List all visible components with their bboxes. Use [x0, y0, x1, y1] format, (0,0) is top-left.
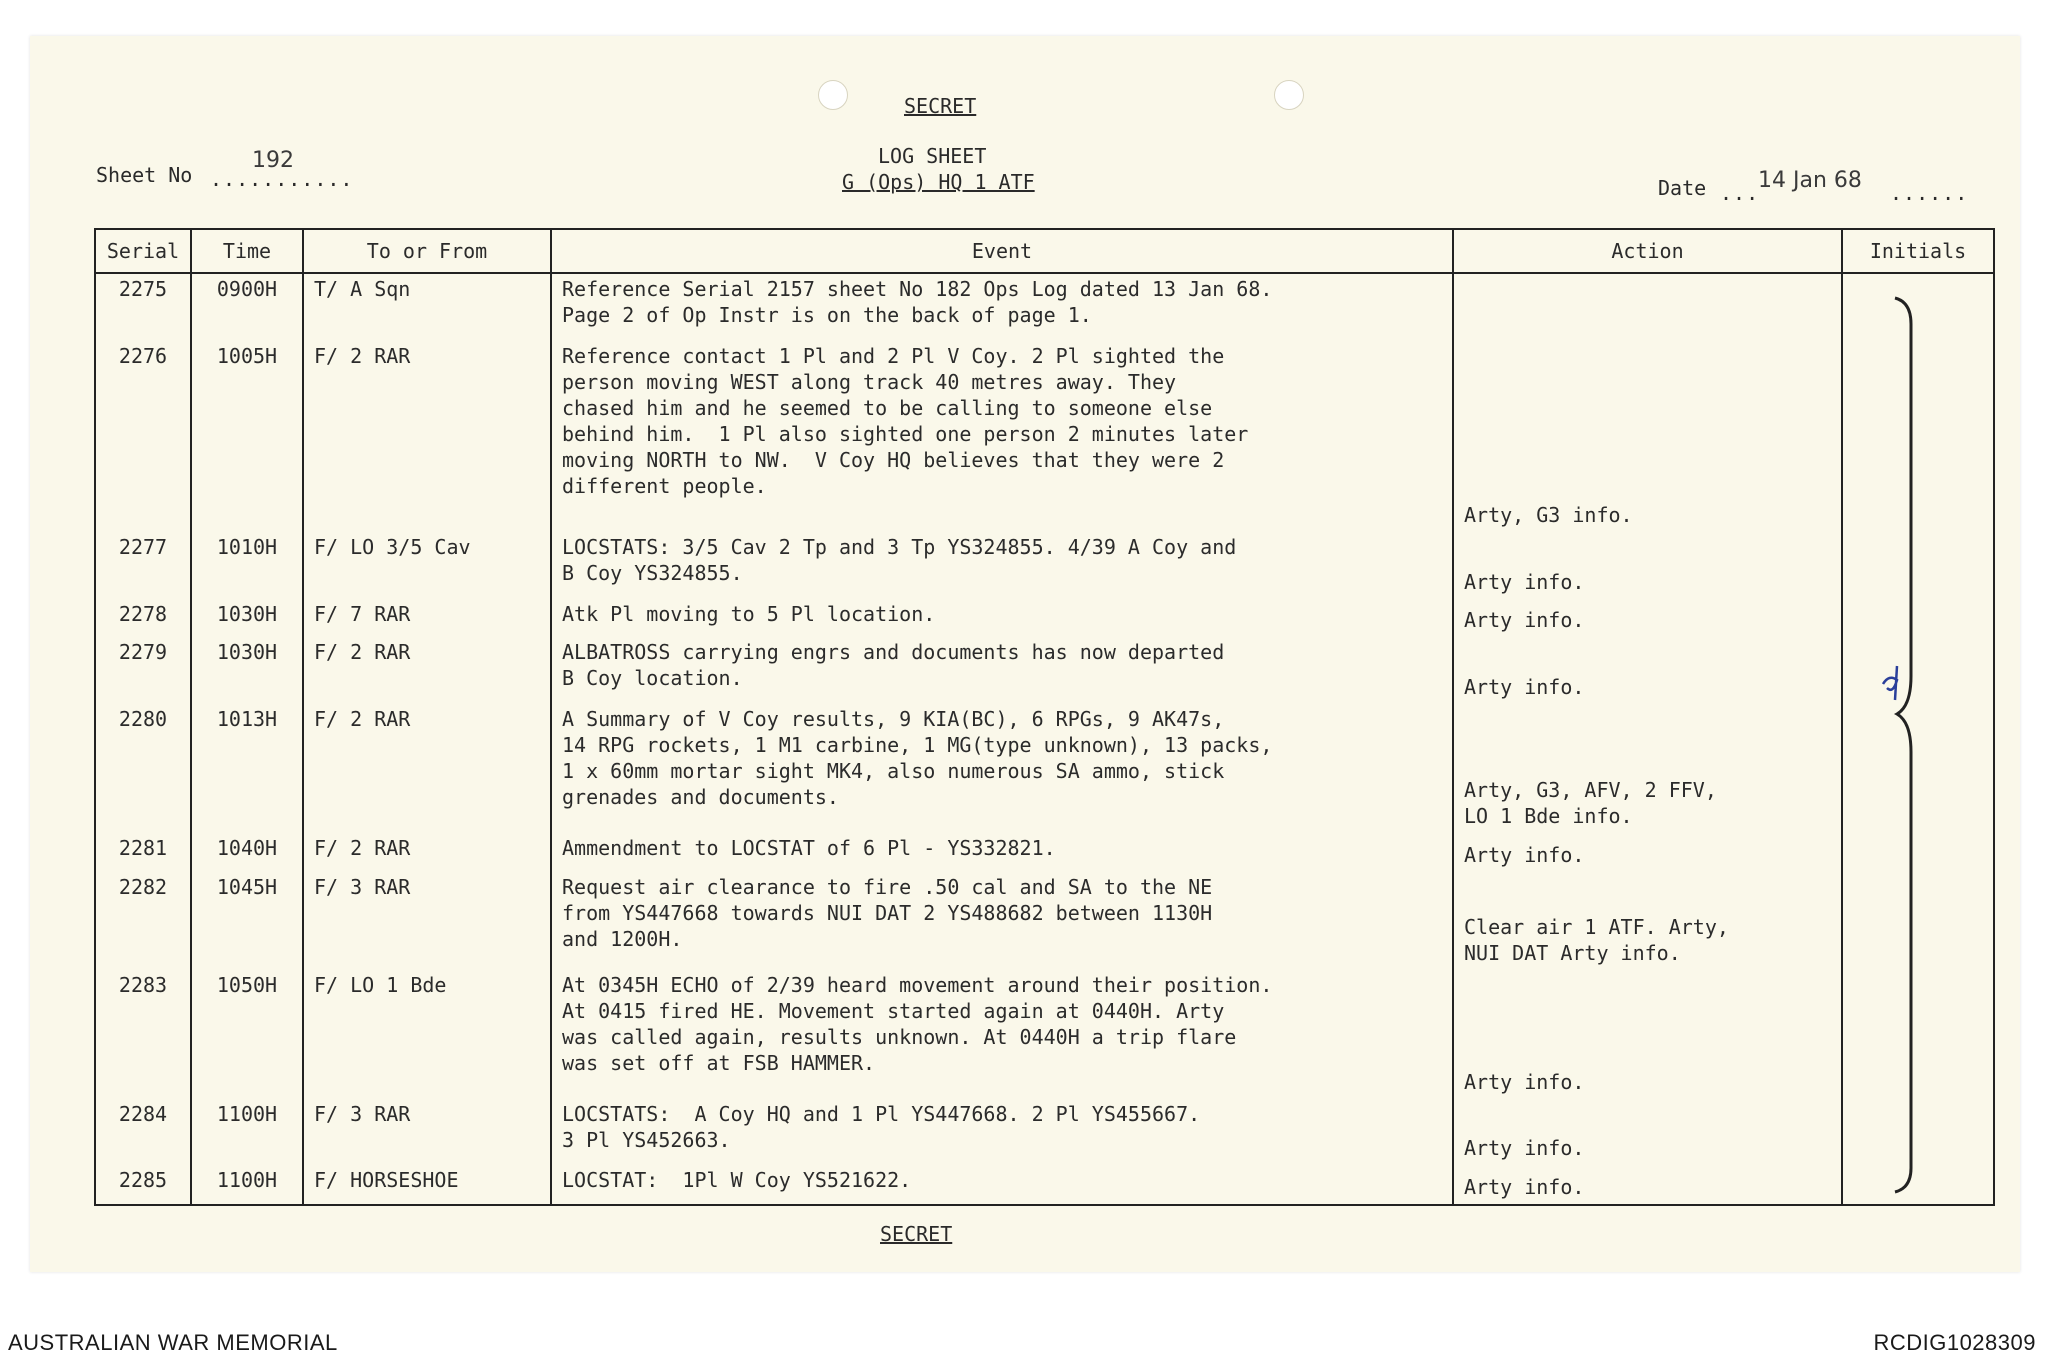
- to-from-cell: F/ HORSESHOE: [303, 1165, 551, 1205]
- sheet-no-dots: ...........: [210, 167, 354, 191]
- event-cell: LOCSTATS: 3/5 Cav 2 Tp and 3 Tp YS324855. 4/39 A Coy and B Coy YS324855.: [551, 532, 1453, 599]
- date-value: 14 Jan 68: [1758, 168, 1862, 193]
- col-header-time: Time: [191, 229, 303, 273]
- table-row: [95, 637, 1994, 704]
- col-header-event: Event: [551, 229, 1453, 273]
- table-row: [95, 273, 1994, 341]
- event-cell: Reference contact 1 Pl and 2 Pl V Coy. 2 Pl sighted the person moving WEST along track 40 metres away. They chased him and he seemed to be calling to someone else behind him. 1 Pl also sighted one person 2 minutes later moving NORTH to NW. V Coy HQ believes that they were 2 different people.: [551, 341, 1453, 532]
- date-dots-right: ......: [1890, 181, 1969, 205]
- event-cell: Reference Serial 2157 sheet No 182 Ops Log dated 13 Jan 68. Page 2 of Op Instr is on the back of page 1.: [551, 273, 1453, 341]
- action-cell: Arty info.: [1453, 970, 1842, 1099]
- time-cell: 1050H: [191, 970, 303, 1099]
- event-cell: Atk Pl moving to 5 Pl location.: [551, 599, 1453, 637]
- action-cell: Clear air 1 ATF. Arty, NUI DAT Arty info.: [1453, 872, 1842, 970]
- unit-title: G (Ops) HQ 1 ATF: [842, 170, 1035, 194]
- classification-bottom: SECRET: [880, 1222, 953, 1246]
- event-cell: ALBATROSS carrying engrs and documents has now departed B Coy location.: [551, 637, 1453, 704]
- table-row: [95, 1099, 1994, 1166]
- table-row: [95, 970, 1994, 1099]
- action-cell: Arty info.: [1453, 833, 1842, 871]
- time-cell: 1013H: [191, 704, 303, 833]
- action-cell: Arty info.: [1453, 532, 1842, 599]
- col-header-action: Action: [1453, 229, 1842, 273]
- table-row: [95, 599, 1994, 637]
- action-cell: [1453, 273, 1842, 341]
- event-cell: A Summary of V Coy results, 9 KIA(BC), 6 RPGs, 9 AK47s, 14 RPG rockets, 1 M1 carbine, 1 MG(type unknown), 13 packs, 1 x 60mm mortar sight MK4, also numerous SA ammo, stick grenades and documents.: [551, 704, 1453, 833]
- serial-cell: 2279: [95, 637, 191, 704]
- to-from-cell: F/ 7 RAR: [303, 599, 551, 637]
- initials-cell: [1842, 273, 1994, 1205]
- time-cell: 1030H: [191, 637, 303, 704]
- time-cell: 1045H: [191, 872, 303, 970]
- table-row: [95, 532, 1994, 599]
- to-from-cell: F/ 2 RAR: [303, 704, 551, 833]
- date-label: Date: [1658, 176, 1707, 200]
- serial-cell: 2276: [95, 341, 191, 532]
- action-cell: Arty info.: [1453, 1165, 1842, 1205]
- archive-institution: AUSTRALIAN WAR MEMORIAL: [8, 1330, 338, 1355]
- serial-cell: 2280: [95, 704, 191, 833]
- action-cell: Arty info.: [1453, 599, 1842, 637]
- to-from-cell: F/ 3 RAR: [303, 1099, 551, 1166]
- sheet-no-label: Sheet No: [96, 163, 193, 187]
- serial-cell: 2283: [95, 970, 191, 1099]
- serial-cell: 2282: [95, 872, 191, 970]
- to-from-cell: F/ 2 RAR: [303, 833, 551, 871]
- serial-cell: 2275: [95, 273, 191, 341]
- log-title: LOG SHEET: [878, 144, 987, 168]
- classification-top: SECRET: [904, 94, 977, 118]
- action-cell: Arty, G3, AFV, 2 FFV, LO 1 Bde info.: [1453, 704, 1842, 833]
- event-cell: Request air clearance to fire .50 cal and SA to the NE from YS447668 towards NUI DAT 2 YS488682 between 1130H and 1200H.: [551, 872, 1453, 970]
- time-cell: 1100H: [191, 1099, 303, 1166]
- date-dots-left: ...: [1720, 181, 1760, 205]
- log-table: [94, 228, 1995, 1206]
- col-header-to-from: To or From: [303, 229, 551, 273]
- to-from-cell: F/ LO 3/5 Cav: [303, 532, 551, 599]
- table-row: [95, 341, 1994, 532]
- punch-hole: [818, 80, 848, 110]
- table-row: [95, 1165, 1994, 1205]
- event-cell: LOCSTAT: 1Pl W Coy YS521622.: [551, 1165, 1453, 1205]
- event-cell: Ammendment to LOCSTAT of 6 Pl - YS332821.: [551, 833, 1453, 871]
- time-cell: 0900H: [191, 273, 303, 341]
- serial-cell: 2278: [95, 599, 191, 637]
- punch-hole: [1274, 80, 1304, 110]
- event-cell: At 0345H ECHO of 2/39 heard movement around their position. At 0415 fired HE. Movement started again at 0440H. Arty was called again, results unknown. At 0440H a trip flare was set off at FSB HAMMER.: [551, 970, 1453, 1099]
- to-from-cell: F/ LO 1 Bde: [303, 970, 551, 1099]
- to-from-cell: T/ A Sqn: [303, 273, 551, 341]
- initials-bracket-mark: [1853, 276, 1993, 1196]
- time-cell: 1005H: [191, 341, 303, 532]
- archive-item-id: RCDIG1028309: [1873, 1330, 2036, 1355]
- serial-cell: 2281: [95, 833, 191, 871]
- col-header-serial: Serial: [95, 229, 191, 273]
- to-from-cell: F/ 2 RAR: [303, 341, 551, 532]
- time-cell: 1100H: [191, 1165, 303, 1205]
- time-cell: 1010H: [191, 532, 303, 599]
- to-from-cell: F/ 3 RAR: [303, 872, 551, 970]
- time-cell: 1030H: [191, 599, 303, 637]
- table-header-row: [95, 229, 1994, 273]
- action-cell: Arty, G3 info.: [1453, 341, 1842, 532]
- serial-cell: 2285: [95, 1165, 191, 1205]
- table-row: [95, 704, 1994, 833]
- action-cell: Arty info.: [1453, 637, 1842, 704]
- to-from-cell: F/ 2 RAR: [303, 637, 551, 704]
- time-cell: 1040H: [191, 833, 303, 871]
- sheet-no-value: 192: [252, 148, 294, 173]
- table-row: [95, 872, 1994, 970]
- log-sheet-page: [30, 36, 2020, 1272]
- event-cell: LOCSTATS: A Coy HQ and 1 Pl YS447668. 2 Pl YS455667. 3 Pl YS452663.: [551, 1099, 1453, 1166]
- table-row: [95, 833, 1994, 871]
- col-header-initials: Initials: [1842, 229, 1994, 273]
- serial-cell: 2284: [95, 1099, 191, 1166]
- action-cell: Arty info.: [1453, 1099, 1842, 1166]
- serial-cell: 2277: [95, 532, 191, 599]
